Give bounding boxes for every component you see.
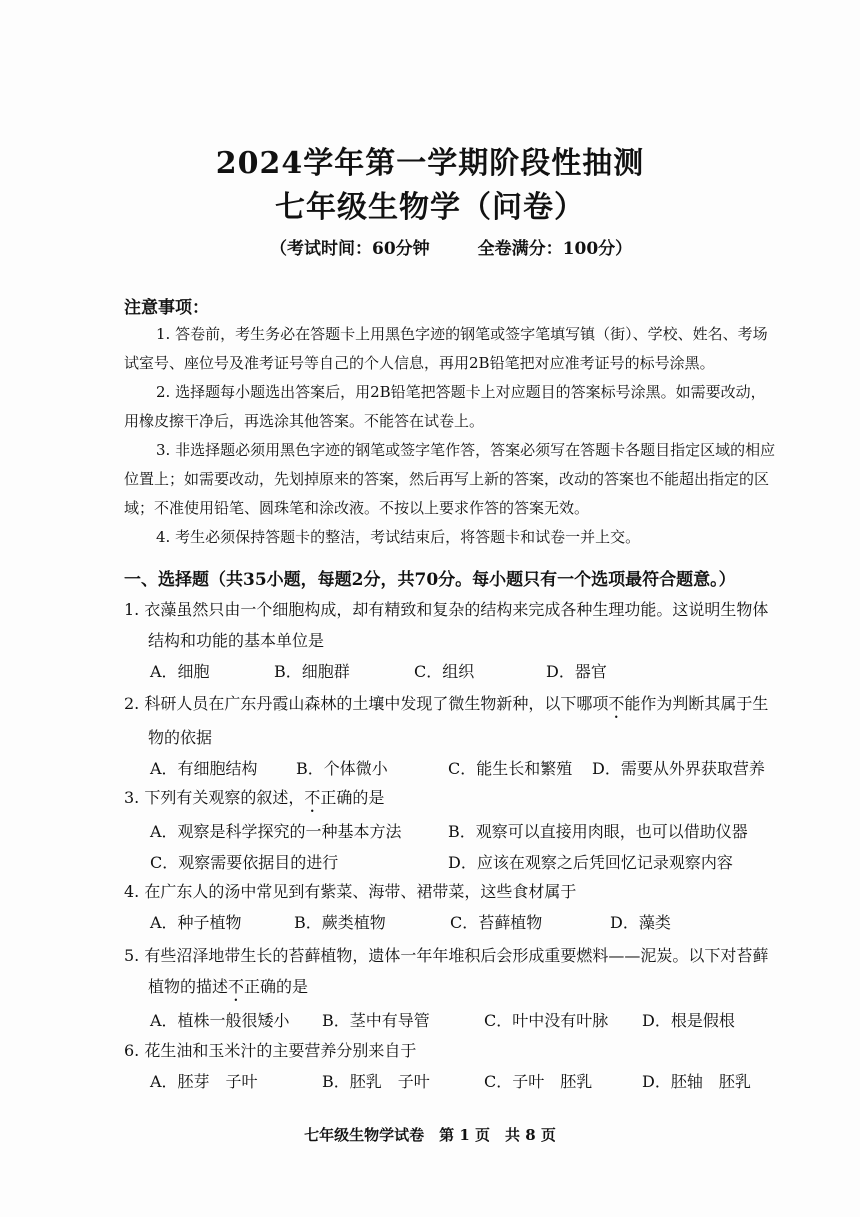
exam-title: 2024学年第一学期阶段性抽测 [215,146,645,181]
option-b: B．蕨类植物 [294,913,386,932]
question-1 [124,594,784,687]
page-footer: 七年级生物学试卷 第 1 页 共 8 页 [304,1126,556,1144]
question-options [124,907,784,938]
option-c: C．苔藓植物 [450,913,543,932]
notice-item: 1. 答卷前，考生务必在答题卡上用黑色字迹的钢笔或签字笔填写镇（街）、学校、姓名、考场试室号、座位号及准考证号等自己的个人信息，再用2B铅笔把对应准考证号的标号涂黑。 [124,325,768,372]
stem-text: 3. 下列有关观察的叙述， [124,788,305,807]
option-a: A．有细胞结构 [150,759,258,778]
question-options [124,1066,784,1097]
option-b: B．胚乳 子叶 [322,1072,430,1091]
notice-item: 4. 考生必须保持答题卡的整洁，考试结束后，将答题卡和试卷一并上交。 [156,528,641,546]
stem-text: 能作为判断其属于生物的依据 [148,694,769,747]
option-a: A．胚芽 子叶 [150,1072,258,1091]
option-d: D．藻类 [610,913,671,932]
question-stem [124,940,784,1005]
full-score: 全卷满分：100分） [477,239,633,259]
stem-text: 5. 有些沼泽地带生长的苔藓植物，遗体一年年堆积后会形成重要燃料——泥炭。以下对苔藓植物的描述 [124,946,769,996]
question-options [124,656,784,687]
question-2 [124,688,784,784]
stem-emphasis: 不 [304,788,321,807]
option-b: B．个体微小 [296,759,388,778]
question-stem: 4. 在广东人的汤中常见到有紫菜、海带、裙带菜，这些食材属于 [124,882,577,901]
question-5 [124,940,784,1036]
exam-time: （考试时间：60分钟 [270,239,430,259]
section-title: 一、选择题（共35小题，每题2分，共70分。每小题只有一个选项最符合题意。） [124,570,736,590]
option-d: D．器官 [546,662,607,681]
notice-item: 3. 非选择题必须用黑色字迹的钢笔或签字笔作答，答案必须写在答题卡各题目指定区域的相应位置上；如需要改动，先划掉原来的答案，然后再写上新的答案，改动的答案也不能超出指定的区域；不准使用铅笔、圆珠笔和涂改液。不按以上要求作答的答案无效。 [124,441,776,517]
stem-text: 正确的是 [320,788,385,807]
stem-text: 2. 科研人员在广东丹霞山森林的土壤中发现了微生物新种，以下哪项 [124,694,609,713]
question-options [124,753,784,784]
option-c: C．组织 [414,662,475,681]
option-d: D．应该在观察之后凭回忆记录观察内容 [448,853,733,872]
question-3 [124,782,784,878]
option-d: D．胚轴 胚乳 [642,1072,751,1091]
option-a: A．观察是科学探究的一种基本方法 [150,822,402,841]
question-stem [124,782,784,816]
question-stem: 1. 衣藻虽然只由一个细胞构成，却有精致和复杂的结构来完成各种生理功能。这说明生物体结构和功能的基本单位是 [124,600,769,650]
question-4 [124,876,784,938]
option-c: C．能生长和繁殖 [448,759,573,778]
exam-meta [270,234,632,259]
option-a: A．细胞 [150,662,210,681]
option-b: B．观察可以直接用肉眼，也可以借助仪器 [448,822,748,841]
question-options [124,847,784,878]
question-stem [124,688,784,753]
option-d: D．根是假根 [642,1011,735,1030]
notice-list [124,320,780,552]
option-a: A．种子植物 [150,913,242,932]
exam-subtitle: 七年级生物学（问卷） [275,190,585,225]
stem-emphasis: 不 [608,694,625,713]
option-a: A．植株一般很矮小 [150,1011,290,1030]
option-c: C．叶中没有叶脉 [484,1011,609,1030]
option-c: C．子叶 胚乳 [484,1072,593,1091]
question-options [124,1005,784,1036]
option-c: C．观察需要依据目的进行 [150,853,339,872]
option-b: B．茎中有导管 [322,1011,430,1030]
option-d: D．需要从外界获取营养 [592,759,765,778]
notice-item: 2. 选择题每小题选出答案后，用2B铅笔把答题卡上对应题目的答案标号涂黑。如需要改动，用橡皮擦干净后，再选涂其他答案。不能答在试卷上。 [124,383,766,430]
notice-heading: 注意事项： [124,298,209,318]
stem-text: 正确的是 [244,977,309,996]
question-6 [124,1035,784,1097]
question-options [124,816,784,847]
option-b: B．细胞群 [274,662,350,681]
stem-emphasis: 不 [228,977,245,996]
question-stem: 6. 花生油和玉米汁的主要营养分别来自于 [124,1041,417,1060]
